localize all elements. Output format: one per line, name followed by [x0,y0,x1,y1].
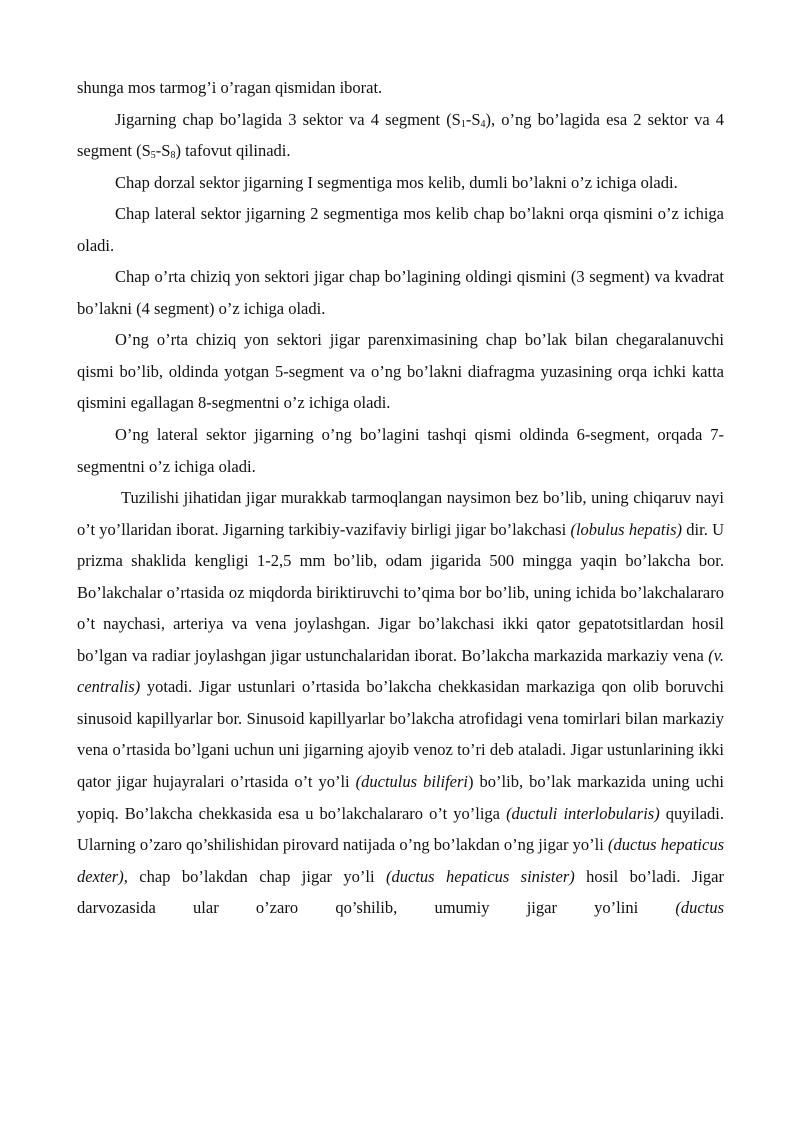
latin-term: (ductuli interlobularis) [506,803,660,823]
paragraph: Jigarning chap bo’lagida 3 sektor va 4 segment $(S_1-S_4)$, o’ng bo’lagida esa 2 sektor va 4 segment $(S_5-S_8)$ tafovut qilinadi. [77,109,725,162]
latin-term: (ductulus biliferi [355,772,469,792]
paragraph: O’ng o’rta chiziq yon sektori jigar parenximasining chap bo’lak bilan chegaralanuvchi qismi bo’lib, oldinda yotgan 5-segment va o’ng bo’lakni diafragma yuzasining orqa ichki katta qismini egallagan 8-segmentni o’z ichiga oladi. [77,330,724,413]
subscript: 4 [480,118,486,130]
subscript: 5 [150,150,156,162]
document-body [77,72,724,924]
paragraph: Chap o’rta chiziq yon sektori jigar chap bo’lagining oldingi qismini (3 segment) va kvadrat bo’lakni (4 segment) o’z ichiga oladi. [77,267,724,318]
paragraph: Chap lateral sektor jigarning 2 segmentiga mos kelib chap bo’lakni orqa qismini o’z ichiga oladi. [77,204,724,255]
paragraph: Tuzilishi jihatidan jigar murakkab tarmoqlangan naysimon bez bo’lib, uning chiqaruv nayi o’t yo’llaridan iborat. Jigarning tarkibiy-vazifaviy birligi jigar bo’lakchasi (lobulus hepatis) dir. U prizma shaklida kengligi 1-2,5 mm bo’lib, odam jigarida 500 mingga yaqin bo’lakcha bor. Bo’lakchalar o’rtasida oz miqdorda biriktiruvchi to’qima bor bo’lib, uning ichida bo’lakchalararo o’t naychasi, arteriya va vena joylashgan. Jigar bo’lakchasi ikki qator gepatotsitlardan hosil bo’lgan va radiar joylashgan jigar ustunchalaridan iborat. Bo’lakcha markazida markaziy vena (v. centralis) yotadi. Jigar ustunlari o’rtasida bo’lakcha chekkasidan markaziga qon olib boruvchi sinusoid kapillyarlar bor. Sinusoid kapillyarlar bo’lakcha atrofidagi vena tomirlari bilan markaziy vena o’rtasida bo’lgani uchun uni jigarning ajoyib venoz to’ri deb ataladi. Jigar ustunlarining ikki qator jigar hujayralari o’rtasida o’t yo’li (ductulus biliferi) bo’lib, bo’lak markazida uning uchi yopiq. Bo’lakcha chekkasida esa u bo’lakchalararo o’t yo’liga (ductuli interlobularis) quyiladi. Ularning o’zaro qo’shilishidan pirovard natijada o’ng bo’lakdan o’ng jigar yo’li (ductus hepaticus dexter), chap bo’lakdan chap jigar yo’li (ductus hepaticus sinister) hosil bo’ladi. Jigar darvozasida ular o’zaro qo’shilib, umumiy jigar yo’lini (ductus [77,488,725,918]
latin-term: (ductus hepaticus dexter) [77,835,724,886]
latin-term: (v. centralis) [77,645,724,697]
latin-term: (ductus hepaticus sinister) [386,866,575,886]
subscript: 1 [460,118,466,130]
paragraph: O’ng lateral sektor jigarning o’ng bo’lagini tashqi qismi oldinda 6-segment, orqada 7-segmentni o’z ichiga oladi. [77,425,724,476]
subscript: 8 [170,150,176,162]
latin-term: (lobulus hepatis) [570,519,682,539]
paragraph: shunga mos tarmog’i o’ragan qismidan iborat. [77,78,383,97]
latin-term: (ductus [675,898,724,918]
paragraph: Chap dorzal sektor jigarning I segmentiga mos kelib, dumli bo’lakni o’z ichiga oladi. [115,172,678,192]
